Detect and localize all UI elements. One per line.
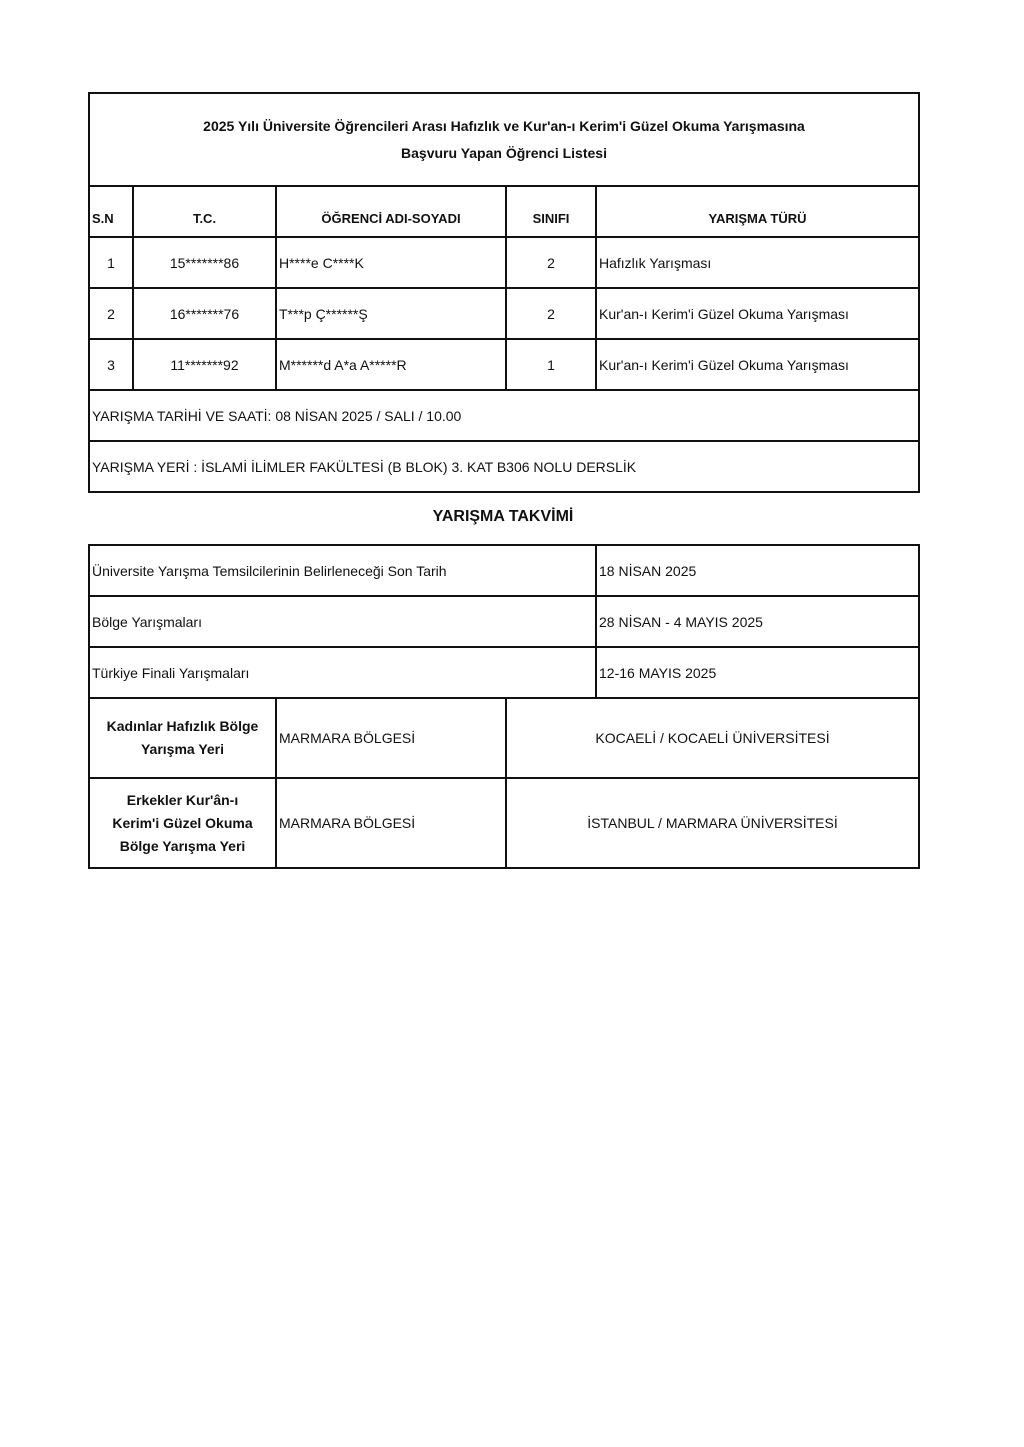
row-class: 2 bbox=[506, 288, 596, 339]
schedule-heading: YARIŞMA TAKVİMİ bbox=[432, 508, 574, 525]
row-tc: 11*******92 bbox=[133, 339, 276, 390]
venue-title bbox=[89, 778, 276, 868]
schedule-date: 18 NİSAN 2025 bbox=[596, 545, 919, 596]
row-class: 1 bbox=[506, 339, 596, 390]
row-type: Hafızlık Yarışması bbox=[596, 237, 919, 288]
venue-place: KOCAELİ / KOCAELİ ÜNİVERSİTESİ bbox=[506, 698, 919, 778]
row-name: H****e C****K bbox=[276, 237, 506, 288]
title-line-2: Başvuru Yapan Öğrenci Listesi bbox=[401, 144, 607, 161]
venue-row bbox=[89, 778, 919, 868]
header-sn: S.N bbox=[89, 186, 133, 237]
venue-title bbox=[89, 698, 276, 778]
venue-title-line: Yarışma Yeri bbox=[140, 741, 225, 757]
row-sn: 2 bbox=[89, 288, 133, 339]
competition-place-line: YARIŞMA YERİ : İSLAMİ İLİMLER FAKÜLTESİ (B BLOK) 3. KAT B306 NOLU DERSLİK bbox=[89, 441, 919, 492]
schedule-label: Üniversite Yarışma Temsilcilerinin Belirleneceği Son Tarih bbox=[89, 545, 596, 596]
schedule-row bbox=[89, 596, 919, 647]
row-class: 2 bbox=[506, 237, 596, 288]
venue-title-line: Erkekler Kur'ân-ı bbox=[126, 791, 239, 808]
table-header-row bbox=[89, 186, 919, 237]
venue-region: MARMARA BÖLGESİ bbox=[276, 778, 506, 868]
schedule-table bbox=[88, 544, 920, 869]
header-tc: T.C. bbox=[133, 186, 276, 237]
row-tc: 16*******76 bbox=[133, 288, 276, 339]
venue-row bbox=[89, 698, 919, 778]
venue-title-line: Kerim'i Güzel Okuma bbox=[112, 814, 253, 831]
table-row bbox=[89, 288, 919, 339]
header-class: SINIFI bbox=[506, 186, 596, 237]
competition-date-line: YARIŞMA TARİHİ VE SAATİ: 08 NİSAN 2025 / SALI / 10.00 bbox=[89, 390, 919, 441]
title-line-1: 2025 Yılı Üniversite Öğrencileri Arası Hafızlık ve Kur'an-ı Kerim'i Güzel Okuma Yarışmasına bbox=[203, 117, 805, 134]
row-tc: 15*******86 bbox=[133, 237, 276, 288]
schedule-date: 28 NİSAN - 4 MAYIS 2025 bbox=[596, 596, 919, 647]
row-type: Kur'an-ı Kerim'i Güzel Okuma Yarışması bbox=[596, 339, 919, 390]
table-row bbox=[89, 237, 919, 288]
schedule-row bbox=[89, 647, 919, 698]
row-name: T***p Ç******Ş bbox=[276, 288, 506, 339]
row-sn: 3 bbox=[89, 339, 133, 390]
schedule-row bbox=[89, 545, 919, 596]
applicant-list-table bbox=[88, 92, 920, 493]
venue-title-line: Bölge Yarışma Yeri bbox=[119, 837, 246, 854]
header-type: YARIŞMA TÜRÜ bbox=[596, 186, 919, 237]
venue-title-line: Kadınlar Hafızlık Bölge bbox=[106, 718, 259, 734]
row-sn: 1 bbox=[89, 237, 133, 288]
schedule-date: 12-16 MAYIS 2025 bbox=[596, 647, 919, 698]
row-name: M******d A*a A*****R bbox=[276, 339, 506, 390]
header-name: ÖĞRENCİ ADI-SOYADI bbox=[276, 186, 506, 237]
table-row bbox=[89, 339, 919, 390]
document-title bbox=[89, 93, 919, 186]
schedule-label: Türkiye Finali Yarışmaları bbox=[89, 647, 596, 698]
venue-region: MARMARA BÖLGESİ bbox=[276, 698, 506, 778]
schedule-label: Bölge Yarışmaları bbox=[89, 596, 596, 647]
row-type: Kur'an-ı Kerim'i Güzel Okuma Yarışması bbox=[596, 288, 919, 339]
venue-place: İSTANBUL / MARMARA ÜNİVERSİTESİ bbox=[506, 778, 919, 868]
